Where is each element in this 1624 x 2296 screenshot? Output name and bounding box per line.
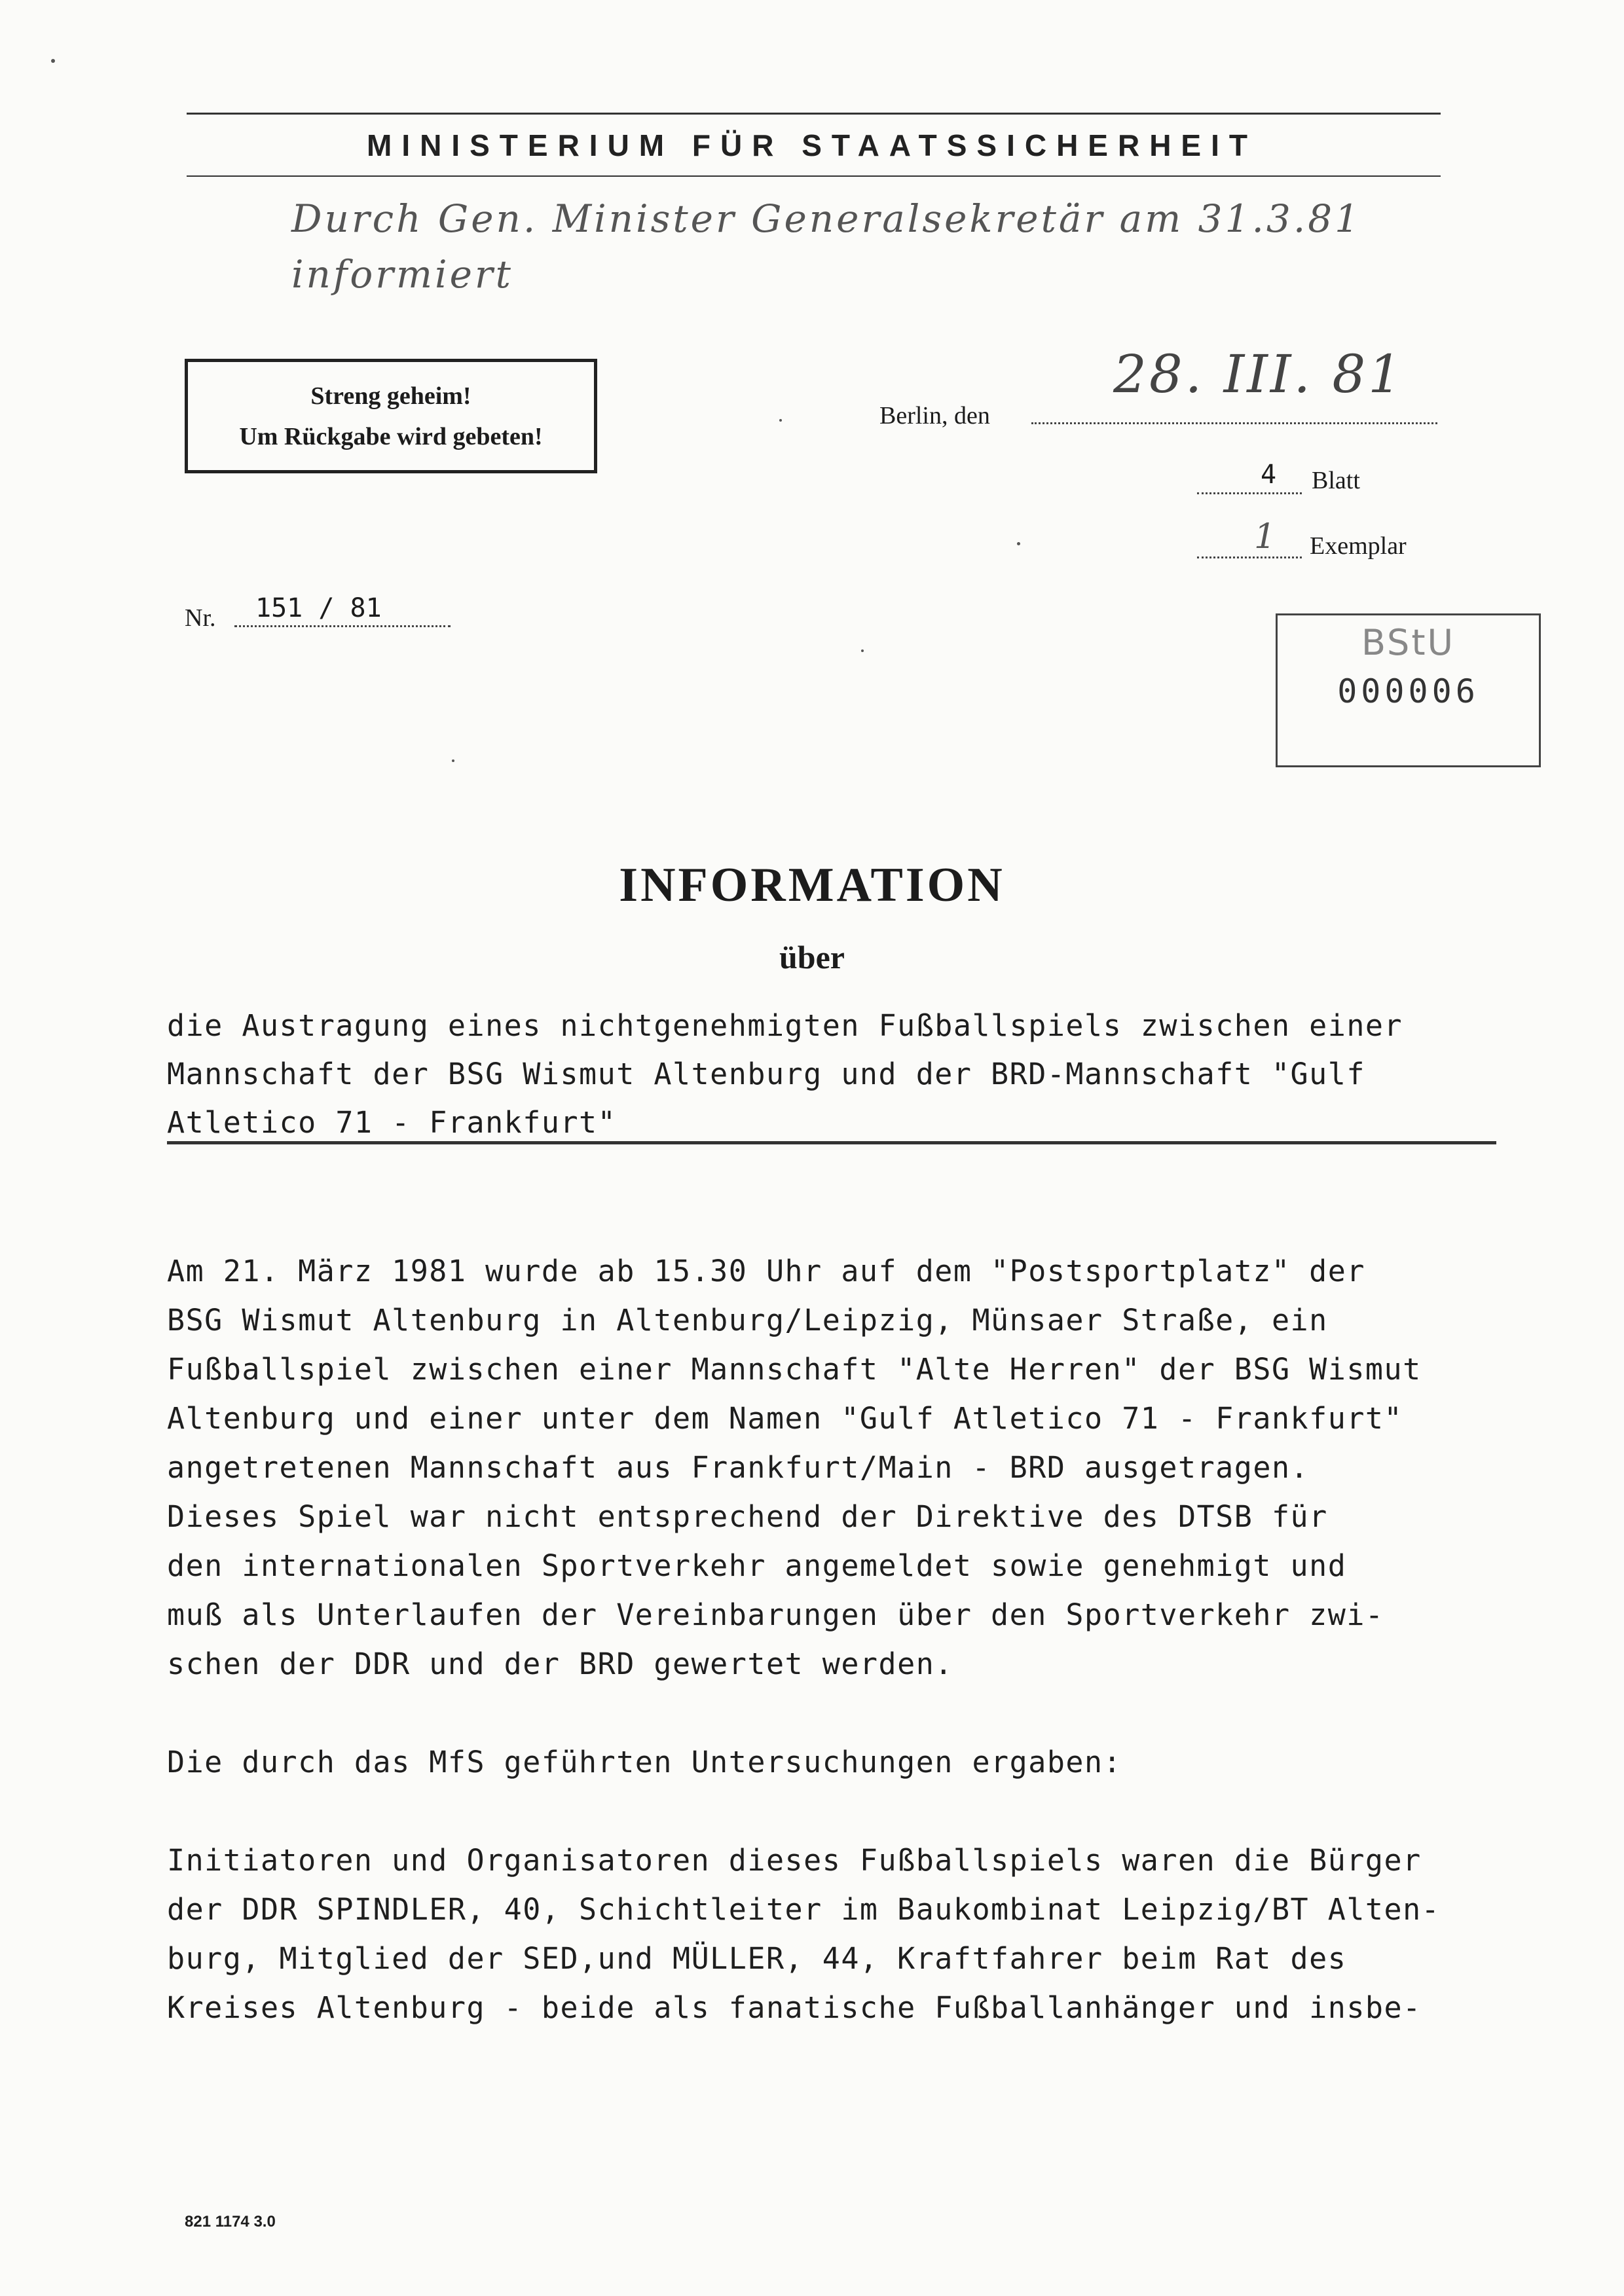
paragraph-line: Am 21. März 1981 wurde ab 15.30 Uhr auf dem "Postsportplatz" der (167, 1254, 1365, 1288)
paragraph-line: Altenburg und einer unter dem Namen "Gulf Atletico 71 - Frankfurt" (167, 1401, 1403, 1436)
number-value: 151 / 81 (255, 593, 382, 623)
paragraph-line: Initiatoren und Organisatoren dieses Fußballspiels waren die Bürger (167, 1843, 1422, 1878)
archive-stamp-label: BStU (1361, 622, 1456, 663)
paragraph-line: Dieses Spiel war nicht entsprechend der Direktive des DTSB für (167, 1499, 1328, 1534)
footer-print-code: 821 1174 3.0 (185, 2213, 276, 2231)
subject-underline (167, 1141, 1496, 1144)
paragraph-line: burg, Mitglied der SED,und MÜLLER, 44, Kraftfahrer beim Rat des (167, 1941, 1347, 1976)
classification-line1: Streng geheim! (310, 382, 471, 410)
subject-line: Mannschaft der BSG Wismut Altenburg und der BRD-Mannschaft "Gulf (167, 1057, 1365, 1091)
copy-value: 1 (1254, 517, 1279, 556)
pages-label: Blatt (1312, 467, 1360, 494)
number-dotted-line (234, 625, 451, 627)
header-bottom-rule (187, 175, 1441, 177)
header-top-rule (187, 113, 1441, 115)
scan-speck (1017, 542, 1020, 545)
scan-speck (452, 759, 454, 762)
place-label: Berlin, den (879, 402, 990, 429)
pages-dotted-line (1197, 492, 1302, 494)
paragraph-line: der DDR SPINDLER, 40, Schichtleiter im Baukombinat Leipzig/BT Alten- (167, 1892, 1441, 1927)
copy-label: Exemplar (1310, 532, 1407, 560)
document-title: INFORMATION (619, 858, 1005, 912)
document-title-sub: über (779, 939, 845, 975)
paragraph-line: Kreises Altenburg - beide als fanatische Fußballanhänger und insbe- (167, 1990, 1422, 2025)
archive-stamp (1276, 613, 1541, 767)
paragraph-line: Die durch das MfS geführten Untersuchungen ergaben: (167, 1745, 1122, 1779)
date-dotted-line (1031, 422, 1437, 424)
classification-line2: Um Rückgabe wird gebeten! (239, 422, 543, 450)
handwritten-date: 28. III. 81 (1113, 344, 1405, 405)
archive-stamp-number: 000006 (1337, 672, 1479, 710)
scan-speck (861, 649, 864, 652)
classification-box (185, 359, 597, 473)
paragraph-line: Fußballspiel zwischen einer Mannschaft "Alte Herren" der BSG Wismut (167, 1352, 1422, 1387)
scan-speck (51, 59, 55, 63)
subject-line: Atletico 71 - Frankfurt" (167, 1105, 617, 1140)
subject-line: die Austragung eines nichtgenehmigten Fußballspiels zwischen einer (167, 1008, 1403, 1043)
paragraph-line: den internationalen Sportverkehr angemeldet sowie genehmigt und (167, 1548, 1347, 1583)
paragraph-line: angetretenen Mannschaft aus Frankfurt/Main - BRD ausgetragen. (167, 1450, 1310, 1485)
paragraph-line: schen der DDR und der BRD gewertet werden. (167, 1647, 953, 1681)
handwritten-note-line2: informiert (291, 252, 513, 297)
ministry-header: MINISTERIUM FÜR STAATSSICHERHEIT (367, 128, 1257, 162)
handwritten-note-line1: Durch Gen. Minister Generalsekretär am 31.3.81 (291, 196, 1362, 241)
pages-value: 4 (1261, 460, 1277, 490)
copy-dotted-line (1197, 556, 1302, 558)
number-label: Nr. (185, 604, 216, 632)
paragraph-line: BSG Wismut Altenburg in Altenburg/Leipzig, Münsaer Straße, ein (167, 1303, 1328, 1338)
paragraph-line: muß als Unterlaufen der Vereinbarungen über den Sportverkehr zwi- (167, 1597, 1384, 1632)
scan-speck (779, 419, 782, 422)
